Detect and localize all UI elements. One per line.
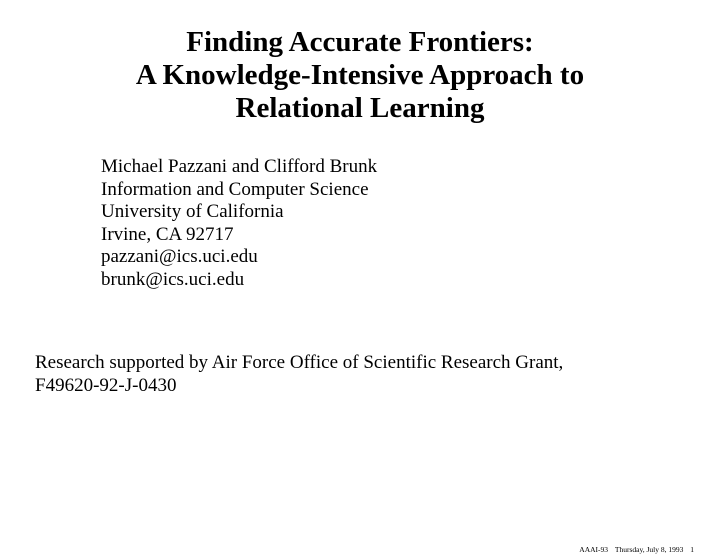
- department: Information and Computer Science: [101, 178, 369, 200]
- email-brunk: brunk@ics.uci.edu: [101, 268, 245, 290]
- slide-footer: [579, 545, 694, 554]
- funding-line-1: Research supported by Air Force Office of Scientific Research Grant,: [35, 352, 564, 373]
- footer-date: Thursday, July 8, 1993: [614, 545, 684, 554]
- title-line-1: Finding Accurate Frontiers:: [186, 26, 534, 58]
- university: University of California: [101, 201, 284, 222]
- funding-line-2: F49620-92-J-0430: [35, 375, 177, 396]
- author-block: [101, 156, 377, 291]
- page-number: 1: [690, 545, 694, 554]
- author-names: Michael Pazzani and Clifford Brunk: [101, 156, 378, 177]
- title-line-3: Relational Learning: [235, 92, 485, 124]
- title-line-2: A Knowledge-Intensive Approach to: [135, 59, 585, 91]
- email-pazzani: pazzani@ics.uci.edu: [101, 246, 258, 267]
- city-address: Irvine, CA 92717: [101, 223, 234, 245]
- page-title: [0, 26, 720, 125]
- footer-venue: AAAI-93: [579, 545, 609, 554]
- funding-note: [35, 351, 705, 397]
